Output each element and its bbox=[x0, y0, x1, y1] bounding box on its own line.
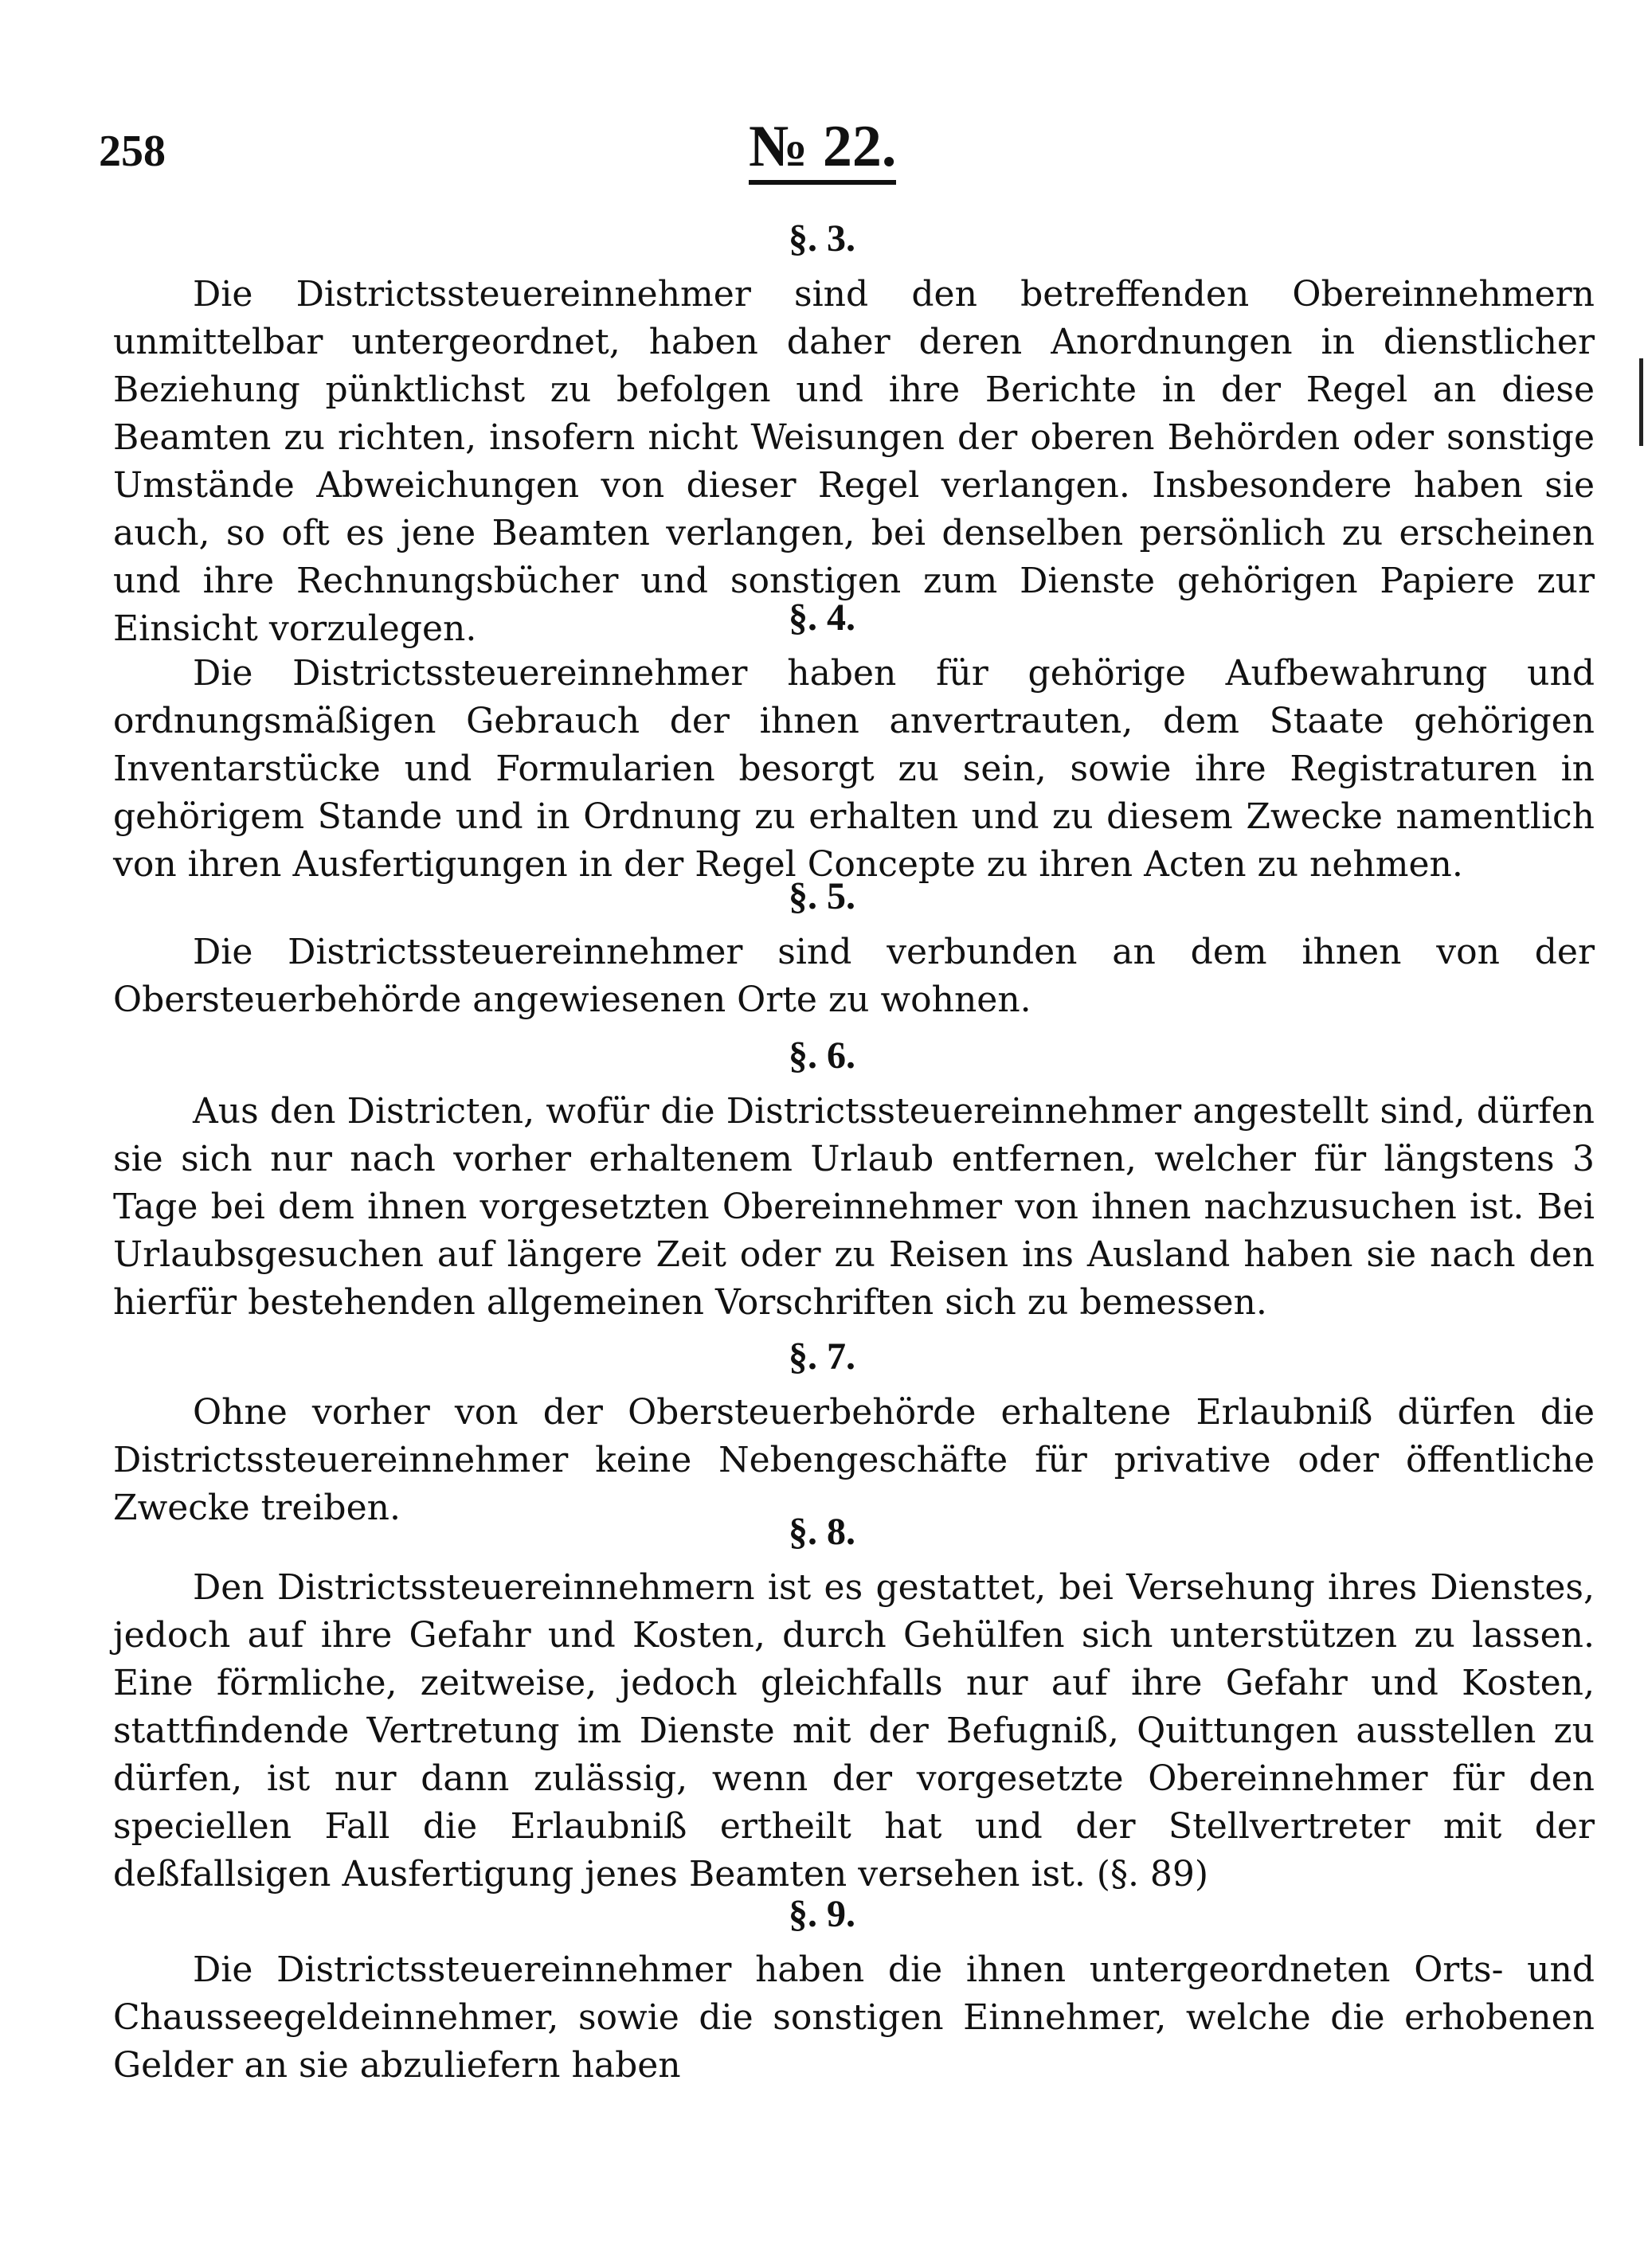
section-title-9: §. 9. bbox=[789, 1893, 855, 1935]
page-heading: № 22. bbox=[749, 116, 896, 185]
section-body-3: Die Districtssteuereinnehmer sind den betreffenden Obereinnehmern unmittelbar untergeordnet, haben daher deren Anordnungen in dienstlicher Beziehung pünktlichst zu befolgen und ihre Berichte in der Regel an diese Beamten zu richten, insofern nicht Weisungen der oberen Behörden oder sonstige Umstände Abweichungen von dieser Regel verlangen. Insbesondere haben sie auch, so oft es jene Beamten verlangen, bei denselben persönlich zu erscheinen und ihre Rechnungsbücher und sonstigen zum Dienste gehörigen Papiere zur Einsicht vorzulegen. bbox=[113, 274, 1595, 649]
page-number: 258 bbox=[99, 127, 166, 176]
section-title-4: §. 4. bbox=[789, 596, 855, 639]
section-title-3: §. 3. bbox=[789, 217, 855, 260]
section-body-7: Ohne vorher von der Obersteuerbehörde erhaltene Erlaubniß dürfen die Districtssteuereinnehmer keine Nebengeschäfte für privative oder öffentliche Zwecke treiben. bbox=[113, 1392, 1595, 1528]
section-body-4: Die Districtssteuereinnehmer haben für gehörige Aufbewahrung und ordnungsmäßigen Gebrauch der ihnen anvertrauten, dem Staate gehörigen Inventarstücke und Formularien besorgt zu sein, sowie ihre Registraturen in gehörigem Stande und in Ordnung zu erhalten und zu diesem Zwecke namentlich von ihren Ausfertigungen in der Regel Concepte zu ihren Acten zu nehmen. bbox=[113, 653, 1595, 885]
section-body-6: Aus den Districten, wofür die Districtssteuereinnehmer angestellt sind, dürfen sie sich nur nach vorher erhaltenem Urlaub entfernen, welcher für längstens 3 Tage bei dem ihnen vorgesetzten Obereinnehmer von ihnen nachzusuchen ist. Bei Urlaubsgesuchen auf längere Zeit oder zu Reisen ins Ausland haben sie nach den hierfür bestehenden allgemeinen Vorschriften sich zu bemessen. bbox=[113, 1091, 1595, 1323]
margin-mark bbox=[1639, 358, 1643, 446]
section-title-8: §. 8. bbox=[789, 1511, 855, 1553]
section-title-5: §. 5. bbox=[789, 875, 855, 917]
section-body-9: Die Districtssteuereinnehmer haben die ihnen untergeordneten Orts- und Chausseegeldeinnehmer, sowie die sonstigen Einnehmer, welche die erhobenen Gelder an sie abzuliefern haben bbox=[113, 1949, 1595, 2086]
section-body-8: Den Districtssteuereinnehmern ist es gestattet, bei Versehung ihres Dienstes, jedoch auf ihre Gefahr und Kosten, durch Gehülfen sich unterstützen zu lassen. Eine förmliche, zeitweise, jedoch gleichfalls nur auf ihre Gefahr und Kosten, stattfindende Vertretung im Dienste mit der Befugniß, Quittungen ausstellen zu dürfen, ist nur dann zulässig, wenn der vorgesetzte Obereinnehmer für den speciellen Fall die Erlaubniß ertheilt hat und der Stellvertreter mit der deßfallsigen Ausfertigung jenes Beamten versehen ist. (§. 89) bbox=[113, 1567, 1595, 1895]
section-title-6: §. 6. bbox=[789, 1034, 855, 1077]
section-body-5: Die Districtssteuereinnehmer sind verbunden an dem ihnen von der Obersteuerbehörde angewiesenen Orte zu wohnen. bbox=[113, 932, 1595, 1020]
section-title-7: §. 7. bbox=[789, 1335, 855, 1378]
